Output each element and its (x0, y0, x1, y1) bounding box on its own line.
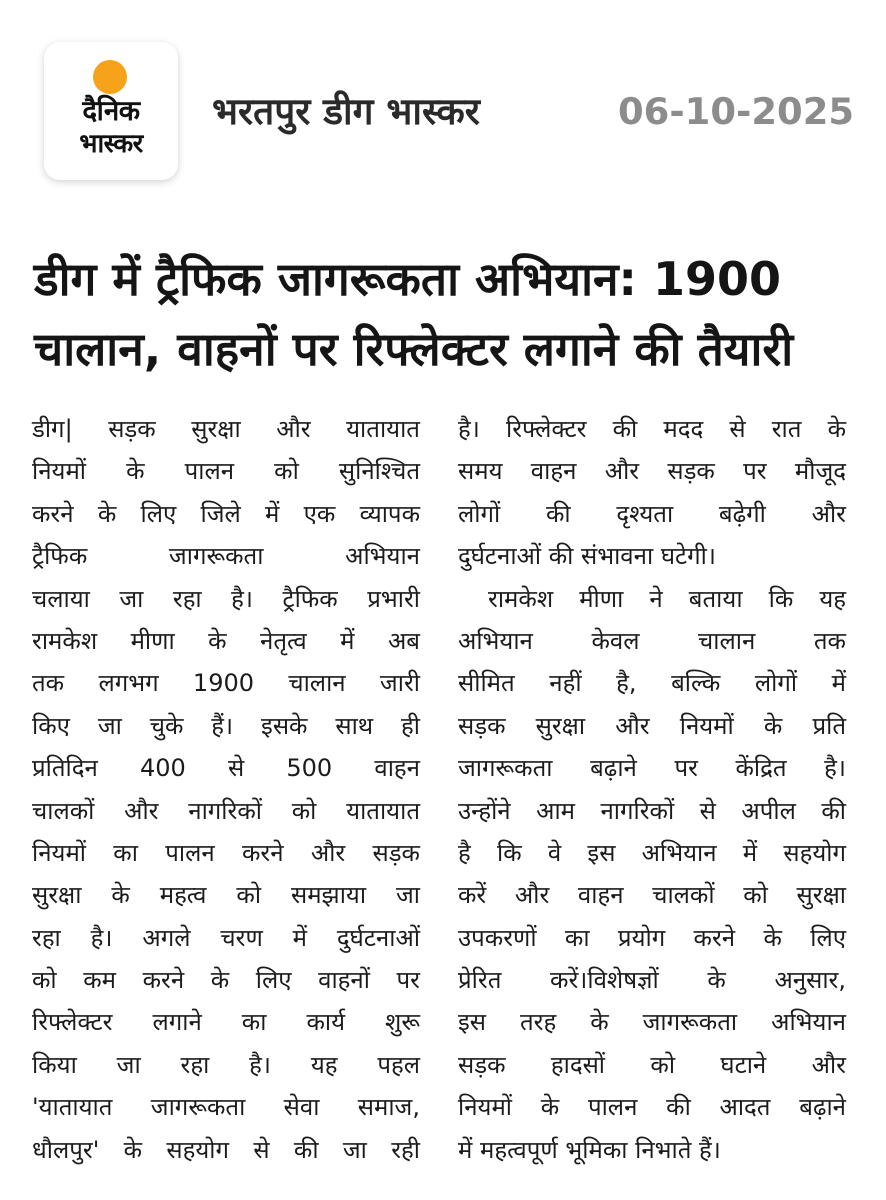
text-line: उपकरणों का प्रयोग करने के लिए (458, 923, 846, 952)
text-line: अभियान केवल चालान तक (458, 626, 846, 655)
text-line: करें और वाहन चालकों को सुरक्षा (458, 881, 846, 910)
text-line: है कि वे इस अभियान में सहयोग (458, 838, 846, 867)
text-line: किया जा रहा है। यह पहल (32, 1050, 420, 1079)
text-line: नियमों का पालन करने और सड़क (32, 838, 420, 867)
text-line: लोगों की दृश्यता बढ़ेगी और (458, 499, 846, 528)
headline-line2: चालान, वाहनों पर रिफ्लेक्टर लगाने की तैयारी (34, 322, 794, 376)
text-line: इस तरह के जागरूकता अभियान (458, 1008, 846, 1037)
text-line: रामकेश मीणा ने बताया कि यह (488, 584, 846, 613)
edition-name: भरतपुर डीग भास्कर (212, 90, 480, 133)
text-line: चलाया जा रहा है। ट्रैफिक प्रभारी (32, 584, 420, 613)
text-line: उन्होंने आम नागरिकों से अपील की (458, 796, 846, 825)
text-line: को कम करने के लिए वाहनों पर (32, 966, 420, 995)
dainik-bhaskar-logo (44, 42, 178, 180)
text-line: है। रिफ्लेक्टर की मदद से रात के (458, 415, 846, 443)
text-line: चालकों और नागरिकों को यातायात (32, 796, 420, 825)
text-line: प्रतिदिन 400 से 500 वाहन (32, 754, 420, 783)
text-line: डीग| सड़क सुरक्षा और यातायात (32, 415, 420, 443)
text-line: सड़क सुरक्षा और नियमों के प्रति (458, 711, 846, 740)
text-line: ट्रैफिक जागरूकता अभियान (32, 542, 420, 571)
text-line: नियमों के पालन को सुनिश्चित (32, 457, 420, 486)
text-line: जागरूकता बढ़ाने पर केंद्रित है। (458, 754, 846, 783)
text-line: सीमित नहीं है, बल्कि लोगों में (458, 669, 846, 698)
text-line: रामकेश मीणा के नेतृत्व में अब (32, 626, 420, 655)
text-line: किए जा चुके हैं। इसके साथ ही (32, 711, 420, 740)
logo-text-line1: दैनिक (82, 94, 140, 127)
sun-logo-icon (93, 60, 127, 94)
text-line: प्रेरित करें।विशेषज्ञों के अनुसार, (458, 966, 846, 995)
text-line: धौलपुर' के सहयोग से की जा रही (32, 1135, 420, 1164)
text-line: 'यातायात जागरूकता सेवा समाज, (32, 1093, 420, 1122)
logo-text-line2: भास्कर (79, 129, 143, 159)
text-line: नियमों के पालन की आदत बढ़ाने (458, 1093, 846, 1122)
text-line: दुर्घटनाओं की संभावना घटेगी। (458, 542, 716, 571)
article-column-left (32, 408, 420, 1171)
text-line: रिफ्लेक्टर लगाने का कार्य शुरू (32, 1008, 420, 1037)
headline (34, 244, 864, 384)
text-line: रहा है। अगले चरण में दुर्घटनाओं (32, 923, 420, 952)
text-line: तक लगभग 1900 चालान जारी (32, 669, 420, 698)
masthead (0, 0, 886, 200)
publication-date: 06-10-2025 (618, 90, 855, 133)
text-line: सड़क हादसों को घटाने और (458, 1050, 846, 1079)
article-body (32, 408, 854, 1168)
headline-line1: डीग में ट्रैफिक जागरूकता अभियान: 1900 (34, 252, 781, 306)
text-line: में महत्वपूर्ण भूमिका निभाते हैं। (458, 1135, 721, 1164)
text-line: करने के लिए जिले में एक व्यापक (32, 499, 420, 528)
text-line: समय वाहन और सड़क पर मौजूद (458, 457, 846, 486)
article-column-right (458, 408, 846, 1171)
text-line: सुरक्षा के महत्व को समझाया जा (32, 881, 420, 910)
